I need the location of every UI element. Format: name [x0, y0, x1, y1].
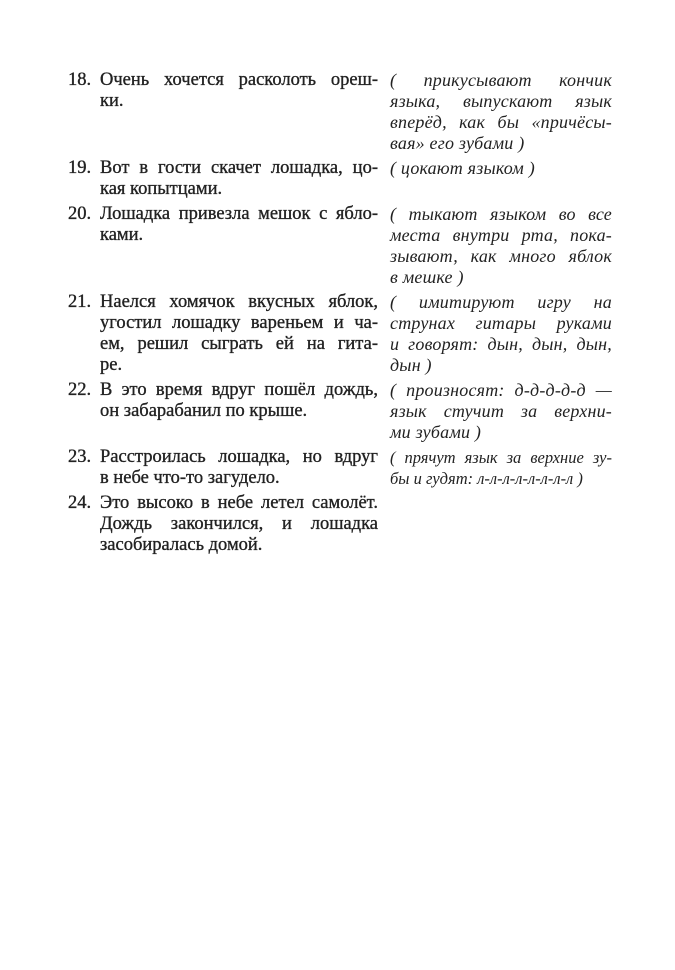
item-number: 23. [68, 447, 92, 467]
item-story-text [100, 204, 378, 246]
text-line: ( произносят: д-д-д-д-д — [390, 380, 612, 400]
text-line: Вот в гости скачет лошадка, цо- [100, 158, 378, 178]
item-instruction-text [390, 380, 612, 443]
text-line: Лошадка привезла мешок с ябло- [100, 204, 378, 224]
exercise-item [68, 447, 614, 489]
text-line: и говорят: дын, дын, дын, [390, 334, 612, 354]
exercise-item [68, 292, 614, 376]
text-line: вая» его зубами ) [390, 133, 525, 153]
item-story-text [100, 380, 378, 422]
text-line: Наелся хомячок вкусных яблок, [100, 292, 378, 312]
item-story-text [100, 158, 378, 200]
text-line: ки. [100, 91, 124, 111]
exercise-item [68, 204, 614, 288]
text-line: языка, выпускают язык [390, 91, 612, 111]
item-instruction-text [390, 292, 612, 376]
item-story-text [100, 447, 378, 489]
text-line: Это высоко в небе летел самолёт. [100, 493, 378, 513]
text-line: ( цокают языком ) [390, 158, 535, 178]
exercise-item [68, 493, 614, 556]
item-instruction-text [390, 70, 612, 154]
item-instruction-text [390, 447, 612, 489]
text-line: Дождь закончился, и лошадка [100, 514, 378, 534]
exercise-item [68, 158, 614, 200]
text-line: в мешке ) [390, 267, 464, 287]
text-line: засобиралась домой. [100, 535, 263, 555]
text-line: ем, решил сыграть ей на гита- [100, 334, 378, 354]
item-instruction-text [390, 158, 612, 179]
text-line: зывают, как много яблок [390, 246, 612, 266]
text-line: ми зубами ) [390, 422, 482, 442]
item-story-text [100, 493, 378, 556]
item-story-text [100, 292, 378, 376]
exercise-list [68, 70, 614, 560]
item-story-text [100, 70, 378, 112]
text-line: бы и гудят: л-л-л-л-л-л-л-л ) [390, 469, 583, 488]
text-line: вперёд, как бы «причёсы- [390, 112, 612, 132]
text-line: кая копытцами. [100, 179, 223, 199]
item-instruction-text [390, 204, 612, 288]
text-line: угостил лошадку вареньем и ча- [100, 313, 378, 333]
text-line: струнах гитары руками [390, 313, 612, 333]
exercise-item [68, 380, 614, 443]
text-line: места внутри рта, пока- [390, 225, 612, 245]
item-number: 21. [68, 292, 92, 312]
text-line: ками. [100, 225, 144, 245]
text-line: ( имитируют игру на [390, 292, 612, 312]
text-line: ( прячут язык за верхние зу- [390, 448, 612, 467]
item-number: 22. [68, 380, 92, 400]
text-line: ( тыкают языком во все [390, 204, 612, 224]
text-line: язык стучит за верхни- [390, 401, 612, 421]
text-line: дын ) [390, 355, 432, 375]
text-line: ре. [100, 355, 123, 375]
text-line: Расстроилась лошадка, но вдруг [100, 447, 378, 467]
item-number: 18. [68, 70, 92, 90]
exercise-item [68, 70, 614, 154]
item-number: 24. [68, 493, 92, 513]
text-line: он забарабанил по крыше. [100, 401, 308, 421]
text-line: Очень хочется расколоть ореш- [100, 70, 378, 90]
item-number: 20. [68, 204, 92, 224]
text-line: в небе что-то загудело. [100, 468, 280, 488]
text-line: ( прикусывают кончик [390, 70, 612, 90]
item-number: 19. [68, 158, 92, 178]
text-line: В это время вдруг пошёл дождь, [100, 380, 378, 400]
